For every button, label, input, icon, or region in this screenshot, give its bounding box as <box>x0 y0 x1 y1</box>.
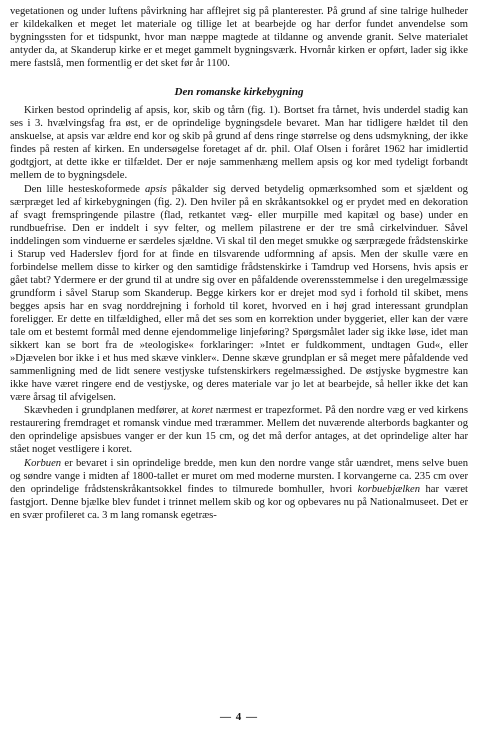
term-korbuen: Korbuen <box>24 457 62 469</box>
paragraph-choir: Skævheden i grundplanen medfører, at koret nærmest er trapezformet. På den nordre væg er ved kirkens restaurering fremdraget et romansk vindue med trærammer. Mellem det nuværende alterbords bagkanter og den oprindelige apsisbues vanger er der kun 15 cm, og det må derfor antages, at det oprindelige alter har stået noget vestligere i koret. <box>10 405 468 456</box>
term-korbuebjaelken: korbuebjælken <box>357 483 421 495</box>
section-heading: Den romanske kirkebygning <box>174 86 304 99</box>
intro-paragraph: vegetationen og under luftens påvirkning har afflejret sig på planterester. På grund af sine talrige hulheder er kildekalken et meget let materiale og tillige let at bearbejde og har derfor fundet anvendelse som bygningssten for et tidspunkt, hvor man næppe magtede at tildanne og anvende granit. Selve materialet antyder da, at Skanderup kirke er et meget gammelt bygningsværk. Hvornår kirken er opført, lader sig ikke mere fastslå, men formentlig er det sket før år 1100. <box>10 6 468 70</box>
paragraph-apse: Den lille hesteskoformede apsis påkalder sig derved betydelig opmærksomhed som et sjældent og særpræget led af kirkebygningen (fig. 2). Den hviler på en skråkantsokkel og er prydet med en dekoration af svagt fremspringende pilastre (flad, retkantet væg- eller murpille med kapitæl og base) under en rundbuefrise. Den er inddelt i syv felter, og mellem pilastrene er der tre små cirkelvinduer. Såvel inddelingen som vinduerne er særdeles sjældne. Vi skal til den meget smukke og særprægede frådstenskirke i Starup ved Haderslev fjord for at finde en tilsvarende udformning af apsis. Men der skulle være en forbindelse mellem disse to kirker og den samtidige frådstenskirke i Tamdrup ved Horsens, hvis apsis er gået tabt? Ydermere er der grund til at undre sig over en påfaldende overensstemmelse i den uregelmæssige grundform i såvel Starup som Skanderup. Begge kirkers kor er drejet mod syd i forhold til skibet, mens begges apsis har en svag norddrejning i forhold til koret, hvorved en i høj grad interessant grundplan foreligger. Er dette en tilfældighed, eller må det ses som en korrektion under byggeriet, eller kan der være tale om et bestemt formål med denne ejendommelige linjeføring? Spørgsmålet lader sig ikke løse, idet man sikkert kan se bort fra de »teologiske« forklaringer: »Intet er fuldkomment, undtagen Gud«, eller »Djævelen bor ikke i et hus med skæve vinkler«. Denne skæve grundplan er så meget mere påfaldende ved sammenligning med de lidt senere vestjyske tufstenskirkers regelmæssighed. De østjyske bygmestre kan ikke have været ringere end de vestjyske, og deres materiale var jo let at bearbejde, så heller ikke det kan være årsag til afvigelsen. <box>10 183 468 404</box>
paragraph-chancel-arch: Korbuen er bevaret i sin oprindelige bredde, men kun den nordre vange står uændret, mens selve buen og søndre vange i midten af 1800-tallet er muret om med moderne mursten. I korvangerne ca. 235 cm over den oprindelige frådstenskråkantsokkel findes to tilmurede bomhuller, hvori korbuebjælken har været fastgjort. Denne bjælke blev fundet i trinnet mellem skib og kor og opbevares nu på Nationalmuseet. Det er en svær profileret ca. 3 m lang romansk egetræs- <box>10 457 468 521</box>
section-romanesque-church <box>10 86 468 522</box>
page-number: — 4 — <box>220 711 258 723</box>
paragraph-church-layout: Kirken bestod oprindelig af apsis, kor, skib og tårn (fig. 1). Bortset fra tårnet, hvis underdel stadig kan ses i 3. hvælvingsfag fra øst, er de oprindelige bygningsdele bevaret. Man har tidligere hældet til den anskuelse, at apsis var ældre end kor og skib på grund af dens ringe størrelse og dens udsmykning, der ikke findes på resten af kirken. En undersøgelse foretaget af dr. phil. Olaf Olsen i foråret 1962 har imidlertid godtgjort, at dette ikke er tilfældet. Der er nøje sammenhæng mellem apsis og kor med tydeligt forbandt mellem de to bygningsdele. <box>10 105 468 182</box>
term-koret: koret <box>191 405 213 417</box>
term-apsis: apsis <box>144 183 167 195</box>
